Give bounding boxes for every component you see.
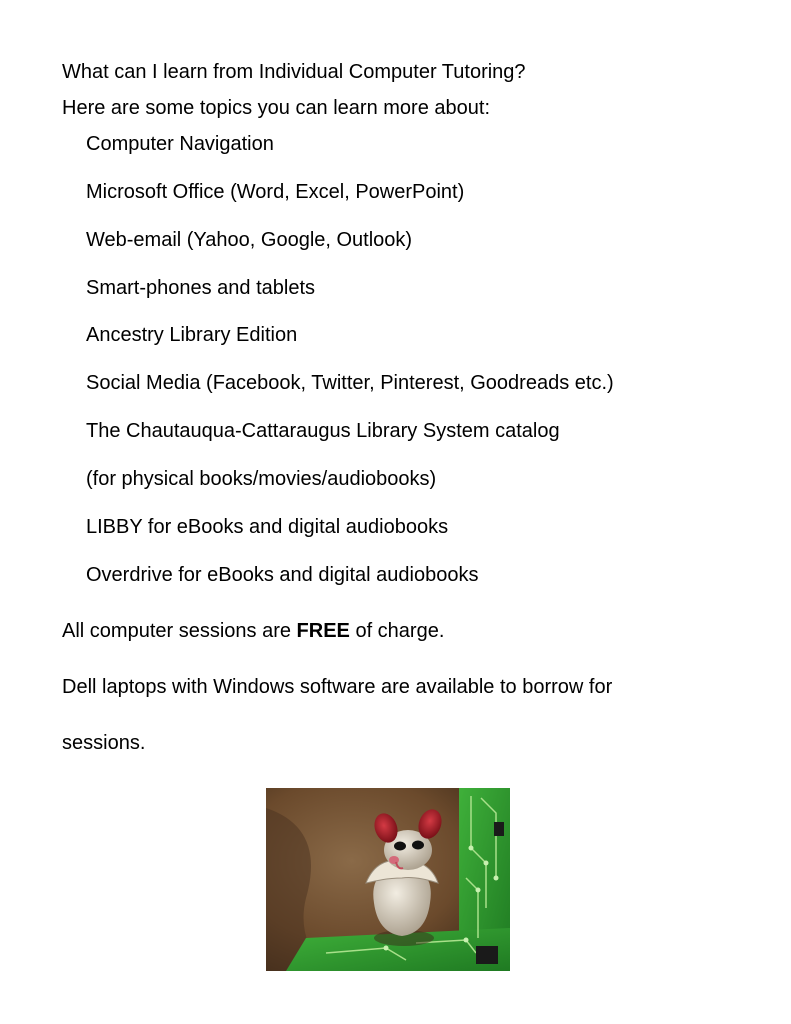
topic-item: Ancestry Library Edition xyxy=(86,324,298,346)
topic-item: LIBBY for eBooks and digital audiobooks xyxy=(86,516,449,538)
free-notice xyxy=(62,619,444,643)
topic-item: Computer Navigation xyxy=(86,133,274,155)
free-emphasis: FREE xyxy=(296,620,350,642)
laptops-notice-line1: Dell laptops with Windows software are available to borrow for xyxy=(62,676,613,698)
topic-item: Overdrive for eBooks and digital audiobooks xyxy=(86,564,479,586)
free-notice-before: All computer sessions are xyxy=(62,620,297,642)
cartoon-mouse-illustration xyxy=(266,788,510,971)
laptops-notice-line2: sessions. xyxy=(62,732,146,754)
topic-item: Web-email (Yahoo, Google, Outlook) xyxy=(86,229,413,251)
topic-item: Smart-phones and tablets xyxy=(86,277,316,299)
topic-item: Social Media (Facebook, Twitter, Pinterest, Goodreads etc.) xyxy=(86,372,614,394)
topic-item: (for physical books/movies/audiobooks) xyxy=(86,468,437,490)
page-heading: What can I learn from Individual Computer Tutoring? xyxy=(62,61,526,83)
free-notice-after: of charge. xyxy=(349,620,445,642)
cartoon-mouse-on-circuit-board-icon xyxy=(266,788,510,971)
topic-item: The Chautauqua-Cattaraugus Library System catalog xyxy=(86,420,560,442)
topic-item: Microsoft Office (Word, Excel, PowerPoint) xyxy=(86,181,465,203)
topics-intro: Here are some topics you can learn more about: xyxy=(62,97,490,119)
